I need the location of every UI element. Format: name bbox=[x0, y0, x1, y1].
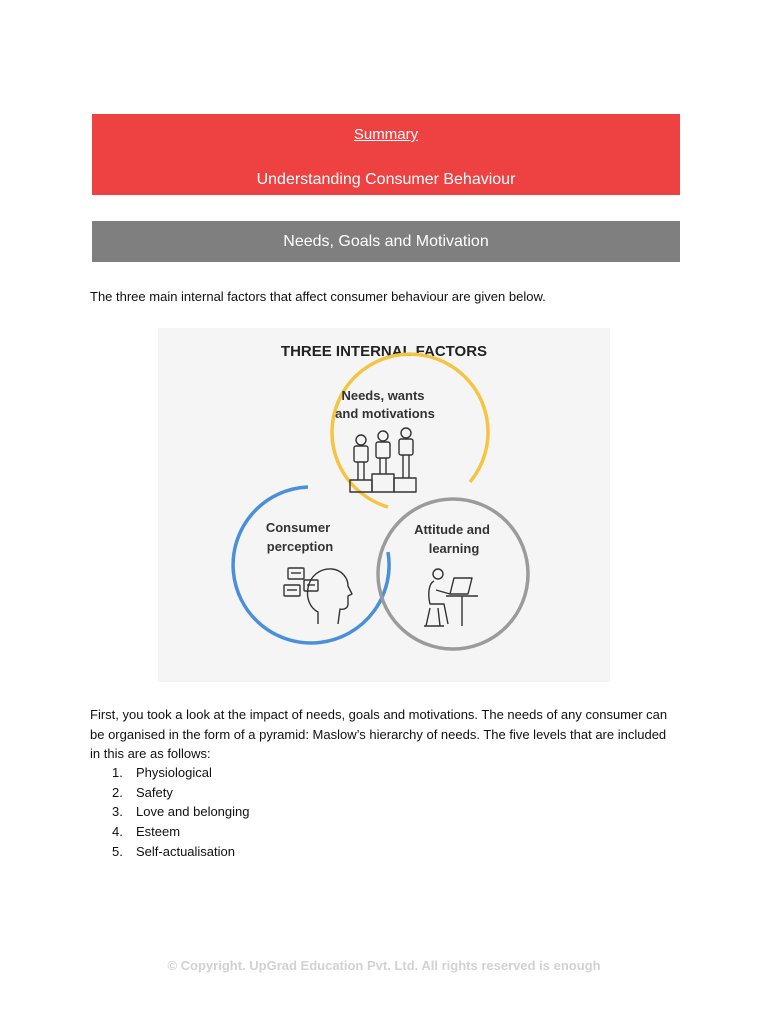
list-item bbox=[112, 822, 250, 842]
body-paragraph: First, you took a look at the impact of needs, goals and motivations. The needs of any consumer can be organised in the form of a pyramid: Maslow’s hierarchy of needs. The five levels that are included in this are as follows: bbox=[90, 707, 668, 762]
header-banner bbox=[92, 114, 680, 195]
list-item bbox=[112, 802, 250, 822]
perception-label-line1: Consumer bbox=[265, 520, 331, 535]
topic-title: Understanding Consumer Behaviour bbox=[256, 171, 516, 188]
summary-title: Summary bbox=[353, 126, 419, 143]
list-item-text: Physiological bbox=[136, 765, 212, 780]
list-item-text: Esteem bbox=[136, 824, 181, 840]
list-item-number: 5. bbox=[112, 843, 123, 859]
head-thought-bubbles-icon bbox=[284, 568, 352, 624]
three-factors-figure bbox=[158, 328, 610, 682]
person-at-laptop-icon bbox=[424, 569, 478, 626]
venn-diagram bbox=[158, 328, 610, 682]
list-item-number: 3. bbox=[112, 804, 123, 820]
maslow-levels-list bbox=[112, 763, 250, 861]
copyright-footer: © Copyright. UpGrad Education Pvt. Ltd. All rights reserved is enough bbox=[167, 958, 601, 973]
attitude-label-line1: Attitude and bbox=[414, 522, 490, 537]
list-item bbox=[112, 763, 250, 783]
podium-people-icon bbox=[350, 428, 416, 492]
needs-label-line1: Needs, wants bbox=[341, 388, 425, 403]
list-item-text: Self-actualisation bbox=[136, 843, 235, 859]
attitude-label-line2: learning bbox=[428, 541, 480, 556]
list-item-number: 1. bbox=[112, 765, 123, 780]
list-item-number: 2. bbox=[112, 784, 123, 800]
perception-label-line2: perception bbox=[266, 539, 334, 554]
list-item-text: Safety bbox=[136, 784, 173, 800]
list-item bbox=[112, 783, 250, 803]
list-item-text: Love and belonging bbox=[136, 804, 250, 820]
intro-paragraph: The three main internal factors that affect consumer behaviour are given below. bbox=[90, 289, 546, 304]
list-item-number: 4. bbox=[112, 824, 123, 840]
figure-title: THREE INTERNAL FACTORS bbox=[280, 343, 488, 360]
section-banner: Needs, Goals and Motivation bbox=[92, 221, 680, 262]
needs-label-line2: and motivations bbox=[335, 406, 435, 421]
perception-circle bbox=[233, 487, 389, 643]
list-item bbox=[112, 842, 250, 862]
